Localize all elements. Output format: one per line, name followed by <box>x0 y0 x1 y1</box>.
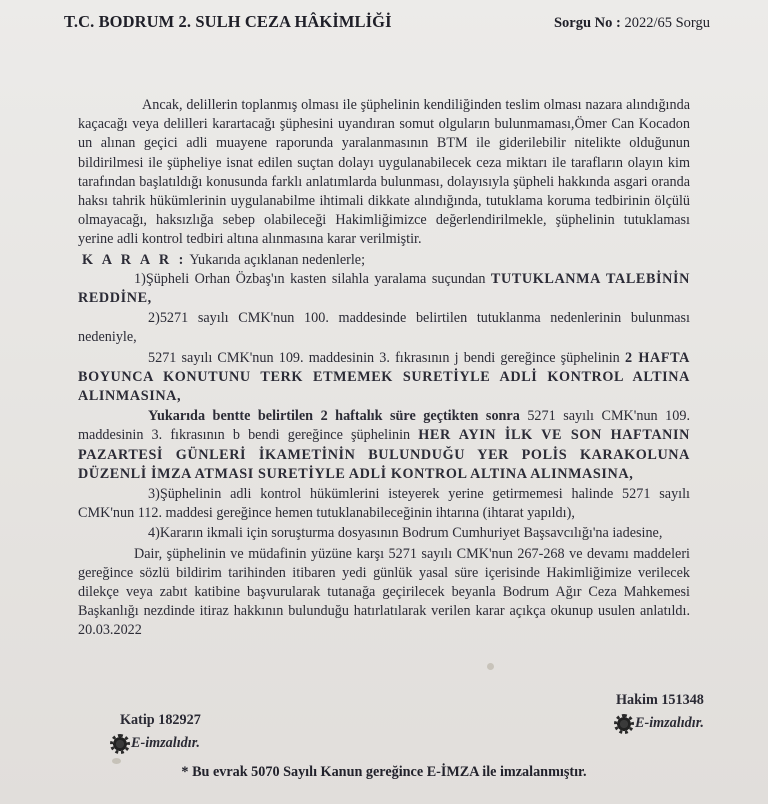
court-name: T.C. BODRUM 2. SULH CEZA HÂKİMLİĞİ <box>64 12 392 31</box>
judge-signature <box>616 692 746 732</box>
decision-item-2: 2)5271 sayılı CMK'nun 100. maddesinde belirtilen tutuklanma nedenlerinin bulunması nedeniyle, <box>78 310 690 346</box>
judge-esign-text: E-imzalıdır. <box>635 715 704 731</box>
e-signature-seal-icon <box>616 716 632 732</box>
judge-label: Hakim 151348 <box>616 692 704 708</box>
sorgu-number <box>554 15 710 32</box>
paper-stain <box>487 663 494 670</box>
sorgu-value: 2022/65 Sorgu <box>620 15 710 31</box>
decision-item-4: 4)Kararın ikmali için soruşturma dosyasının Bodrum Cumhuriyet Başsavcılığı'na iadesine, <box>148 525 663 542</box>
paper-stain <box>112 758 121 764</box>
decision-item-3: 3)Şüphelinin adli kontrol hükümlerini isteyerek yerine getirmemesi halinde 5271 sayılı CMK'nun 112. maddesi gereğince hemen tutuklanabileceğinin ihtarına (ihtarat yapıldı), <box>78 486 690 522</box>
decision-item-2b <box>78 349 690 407</box>
judge-esign <box>616 715 746 732</box>
e-signature-footer-note: * Bu evrak 5070 Sayılı Kanun gereğince E-İMZA ile imzalanmıştır. <box>181 764 587 780</box>
decision-item-2c <box>78 407 690 484</box>
document-body <box>78 96 690 641</box>
e-signature-seal-icon <box>112 736 128 752</box>
karar-intro: Yukarıda açıklanan nedenlerle; <box>186 251 366 268</box>
karar-line <box>78 251 690 270</box>
sorgu-label: Sorgu No : <box>553 15 621 31</box>
document-header <box>0 8 768 36</box>
clerk-signature <box>112 712 272 752</box>
item1-text: 1)Şüpheli Orhan Özbaş'ın kasten silahla yaralama suçundan <box>134 270 491 287</box>
reasoning-paragraph: Ancak, delillerin toplanmış olması ile şüphelinin kendiliğinden teslim olması nazara alındığında kaçacağı veya delilleri karartacağı şüphesini uyandıran somut olguların bulunmaması,Ömer Can Kocadon un alınan geçici adli muayene raporunda yaralanmasının BTM ile giderilebilir nitelikte olduğunun bildirilmesi ile şüpheliye isnat edilen suçtan dolayı uygulanabilecek ceza miktarı ile tarafların olayın kim tarafından başlatıldığı konusunda farklı anlatımlarda bulunması, dolayısıyla şüpheli hakkında asgari oranda haksı tahrik hükümlerinin uygulanabilme ihtimali dikkate alındığında, tutuklama koruma tedbirinin ölçülü olmayacağı, haksızlığa sebep olabileceği Hakimliğimizce değerlendirilmekle, şüphelinin tutuklaması yerine adli kontrol tedbiri altına alınmasına karar verilmiştir. <box>78 97 690 248</box>
item2c-decision: HER AYIN İLK VE SON HAFTANIN PAZARTESİ GÜNLERİ İKAMETİNİN BULUNDUĞU YER POLİS KARAKOLUNA DÜZENLİ İMZA ATMASI SURETİYLE ADLİ KONTROL ALTINA ALINMASINA, <box>78 427 690 482</box>
clerk-label: Katip 182927 <box>120 712 201 728</box>
item2c-bold-text: Yukarıda bentte belirtilen 2 haftalık süre geçtikten sonra <box>148 408 520 425</box>
item2c-text: 5271 sayılı CMK'nun 109. maddesinin 3. fıkrasının b bendi gereğince şüphelinin <box>78 408 690 444</box>
decision-item-1 <box>78 270 690 308</box>
item1-decision: TUTUKLANMA TALEBİNİN REDDİNE, <box>78 270 690 307</box>
item2b-decision: 2 HAFTA BOYUNCA KONUTUNU TERK ETMEMEK SURETİYLE ADLİ KONTROL ALTINA ALINMASINA, <box>78 349 690 405</box>
karar-heading: K A R A R : <box>82 251 187 268</box>
clerk-esign-text: E-imzalıdır. <box>131 735 200 751</box>
closing-paragraph: Dair, şüphelinin ve müdafinin yüzüne karşı 5271 sayılı CMK'nun 267-268 ve devamı maddeleri gereğince sözlü bildirim tarihinden itibaren yedi günlük yasal süre içerisinde Hakimliğimize verilecek dilekçe veya zabıt katibine başvurularak tutanağa geçirilecek beyanla Bodrum Ağır Ceza Mahkemesi Başkanlığı nezdinde itiraz hakkının bulunduğu hatırlatılarak verilen karar açıkça okunup usulen anlatıldı. 20.03.2022 <box>78 545 690 639</box>
item2b-text: 5271 sayılı CMK'nun 109. maddesinin 3. fıkrasının j bendi gereğince şüphelinin <box>148 349 625 366</box>
clerk-esign <box>112 735 272 752</box>
